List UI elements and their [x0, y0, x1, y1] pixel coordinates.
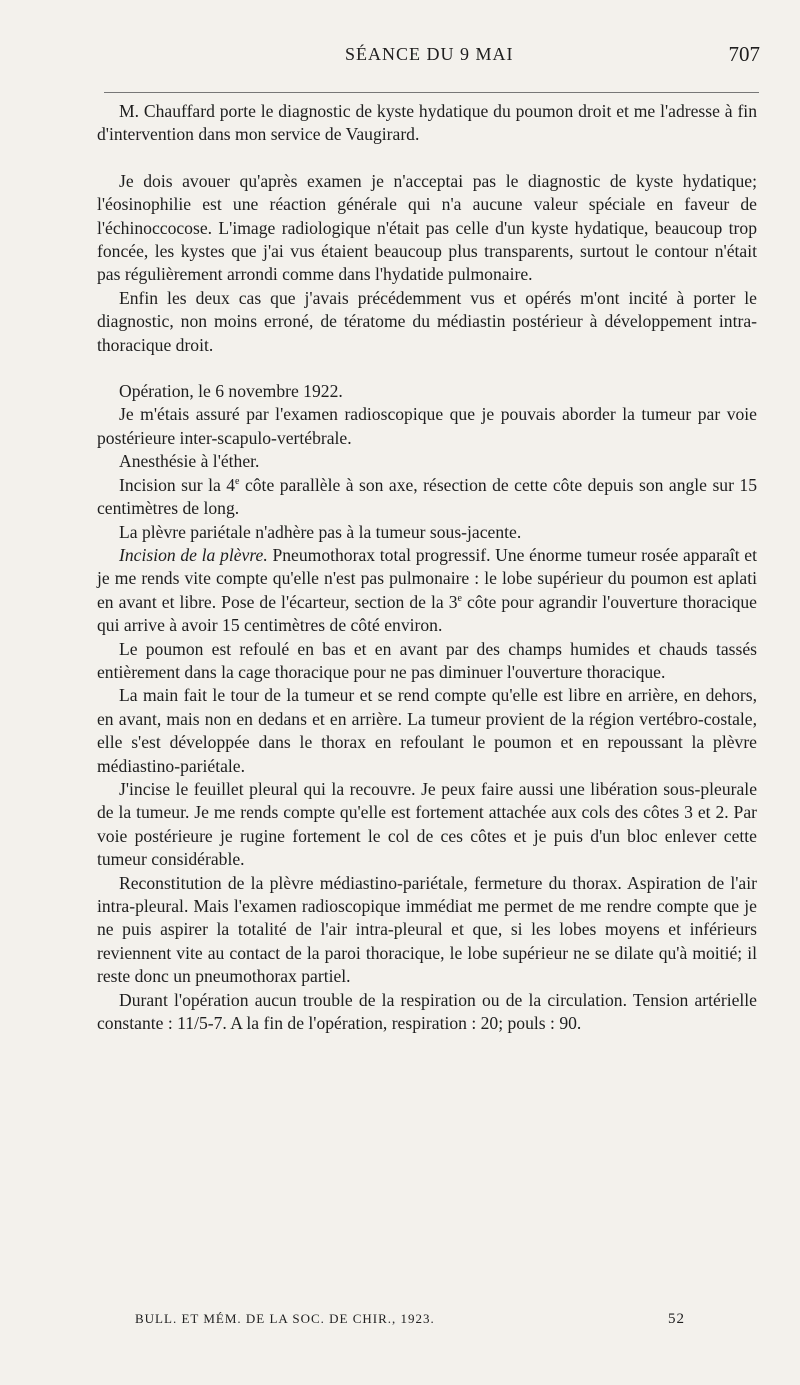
paragraph — [97, 544, 757, 638]
paragraph — [97, 380, 757, 403]
italic-heading: Incision de la plèvre. — [119, 544, 268, 565]
paragraph-text: Enfin les deux cas que j'avais précédemment vus et opérés m'ont incité à porter le diagnostic, non moins erroné, de tératome du médiastin postérieur à développement intra-thoracique droit. — [97, 287, 757, 355]
paragraph-text: Incision sur la 4 — [119, 474, 236, 495]
paragraph-text: Reconstitution de la plèvre médiastino-pariétale, fermeture du thorax. Aspiration de l'air intra-pleural. Mais l'examen radioscopique immédiat me permet de me rendre compte que je ne puis aspirer la totalité de l'air intra-pleural et que, si les lobes moyens et inférieurs reviennent vite au contact de la paroi thoracique, le lobe supérieur ne se dilate qu'à moitié; il reste donc un pneumothorax partiel. — [97, 872, 757, 987]
paragraph — [97, 403, 757, 450]
paragraph-text: La main fait le tour de la tumeur et se rend compte qu'elle est libre en arrière, en dehors, en avant, mais non en dedans et en arrière. La tumeur provient de la région vertébro-costale, elle s'est développée dans le thorax en refoulant le poumon et en repoussant la plèvre médiastino-pariétale. — [97, 685, 757, 776]
paragraph-text: Le poumon est refoulé en bas et en avant par des champs humides et chauds tassés entièrement dans la cage thoracique pour ne pas diminuer l'ouverture thoracique. — [97, 638, 757, 682]
paragraph-text: La plèvre pariétale n'adhère pas à la tumeur sous-jacente. — [119, 521, 522, 542]
superscript: e — [457, 592, 462, 604]
paragraph — [97, 638, 757, 685]
paragraph — [97, 872, 757, 989]
paragraph — [97, 778, 757, 872]
running-title: SÉANCE DU 9 MAI — [345, 44, 514, 64]
paragraph-text: côte parallèle à son axe, résection de cette côte depuis son angle sur 15 centimètres de long. — [97, 474, 757, 519]
paragraph — [97, 450, 757, 473]
signature-mark: 52 — [668, 1311, 685, 1327]
paragraph — [97, 521, 757, 544]
paragraph-text: Pneumothorax total progressif. Une énorme tumeur rosée apparaît et je me rends vite compte qu'elle n'est pas pulmonaire : le lobe supérieur du poumon est aplati en avant et libre. Pose de l'écarteur, section de la 3 — [97, 544, 758, 612]
paragraph-text: Je m'étais assuré par l'examen radioscopique que je pouvais aborder la tumeur par voie postérieure inter-scapulo-vertébrale. — [97, 404, 757, 448]
paragraph — [97, 474, 757, 521]
footer — [135, 1311, 685, 1327]
paragraph — [97, 989, 757, 1036]
body-text — [97, 100, 757, 1035]
paragraph — [97, 684, 757, 778]
page-number: 707 — [728, 42, 760, 66]
paragraph-text: Je dois avouer qu'après examen je n'acceptai pas le diagnostic de kyste hydatique; l'éosinophilie est une réaction générale qui n'a aucune valeur spéciale en faveur de l'échinoccocose. L'image radiologique n'était pas celle d'un kyste hydatique, beaucoup trop foncée, les kystes que j'ai vus étaient beaucoup plus transparents, surtout le contour n'était pas régulièrement arrondi comme dans l'hydatide pulmonaire. — [97, 170, 757, 285]
paragraph-text: Anesthésie à l'éther. — [119, 451, 260, 472]
paragraph — [97, 100, 757, 147]
running-header — [100, 44, 760, 74]
paragraph-text: J'incise le feuillet pleural qui la recouvre. Je peux faire aussi une libération sous-pleurale de la tumeur. Je me rends compte qu'elle est fortement attachée aux cols des côtes 3 et 2. Par voie postérieure je rugine fortement le col de ces côtes et je puis d'un bloc enlever cette tumeur considérable. — [97, 778, 757, 870]
paragraph-text: Opération, le 6 novembre 1922. — [119, 381, 343, 402]
paragraph-text: côte pour agrandir l'ouverture thoracique qui arrive à avoir 15 centimètres de côté environ. — [97, 591, 757, 636]
paragraph — [97, 170, 757, 287]
paragraph — [97, 287, 757, 357]
journal-citation: BULL. ET MÉM. DE LA SOC. DE CHIR., 1923. — [135, 1311, 435, 1326]
superscript: e — [235, 475, 240, 487]
header-rule — [104, 92, 759, 93]
paragraph-text: M. Chauffard porte le diagnostic de kyste hydatique du poumon droit et me l'adresse à fin d'intervention dans mon service de Vaugirard. — [97, 101, 757, 145]
paragraph-text: Durant l'opération aucun trouble de la respiration ou de la circulation. Tension artérielle constante : 11/5-7. A la fin de l'opération, respiration : 20; pouls : 90. — [97, 989, 757, 1034]
